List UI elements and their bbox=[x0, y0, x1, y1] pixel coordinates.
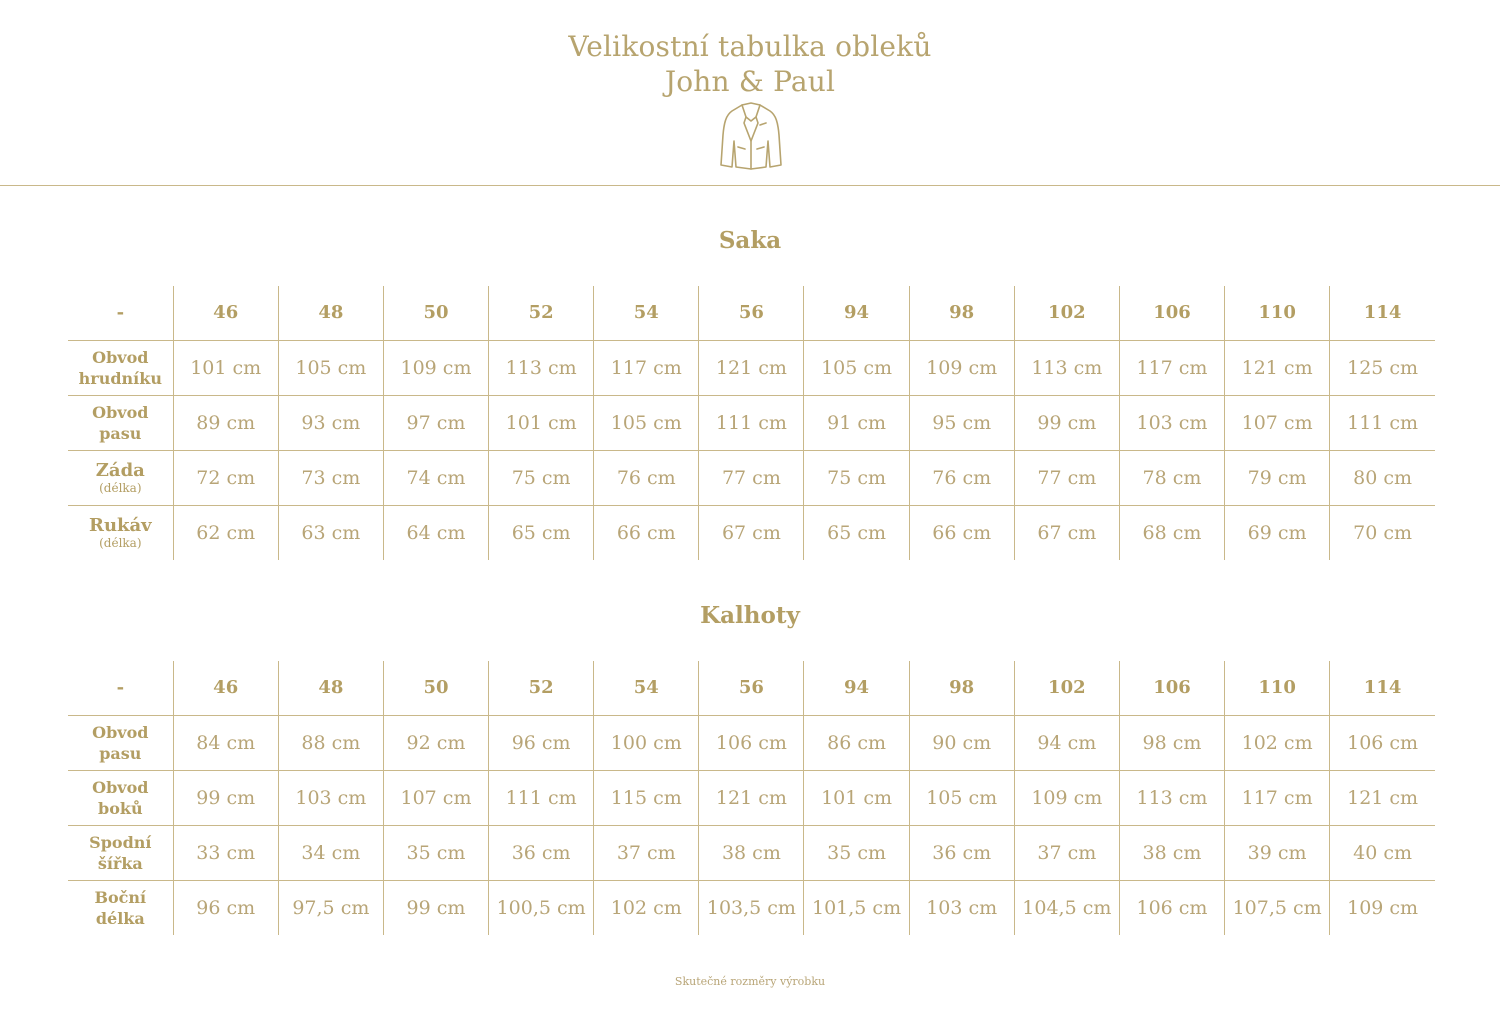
measurement-cell: 102 cm bbox=[1225, 715, 1330, 770]
size-header: 114 bbox=[1330, 661, 1435, 715]
size-header: 106 bbox=[1119, 286, 1224, 340]
measurement-cell: 109 cm bbox=[383, 340, 488, 395]
row-label-line: pasu bbox=[99, 423, 142, 443]
table-row bbox=[68, 880, 1435, 935]
measurement-cell: 78 cm bbox=[1119, 450, 1224, 505]
row-label-line: Obvod bbox=[92, 722, 149, 742]
measurement-cell: 88 cm bbox=[278, 715, 383, 770]
measurement-cell: 99 cm bbox=[383, 880, 488, 935]
size-header: 48 bbox=[278, 286, 383, 340]
measurement-cell: 103,5 cm bbox=[699, 880, 804, 935]
measurement-cell: 93 cm bbox=[278, 395, 383, 450]
row-label bbox=[68, 340, 173, 395]
measurement-cell: 121 cm bbox=[699, 340, 804, 395]
row-label-line: Spodní bbox=[89, 832, 152, 852]
row-label-line: hrudníku bbox=[78, 368, 162, 388]
row-label-line: pasu bbox=[99, 743, 142, 763]
measurement-cell: 109 cm bbox=[909, 340, 1014, 395]
size-header: 46 bbox=[173, 286, 278, 340]
size-header: 54 bbox=[594, 661, 699, 715]
measurement-cell: 74 cm bbox=[383, 450, 488, 505]
measurement-cell: 101 cm bbox=[804, 770, 909, 825]
measurement-cell: 80 cm bbox=[1330, 450, 1435, 505]
measurement-cell: 36 cm bbox=[489, 825, 594, 880]
measurement-cell: 101 cm bbox=[489, 395, 594, 450]
measurement-cell: 109 cm bbox=[1014, 770, 1119, 825]
size-table-kalhoty bbox=[68, 661, 1435, 935]
row-label-line: Záda bbox=[95, 460, 145, 481]
measurement-cell: 97 cm bbox=[383, 395, 488, 450]
measurement-cell: 109 cm bbox=[1330, 880, 1435, 935]
measurement-cell: 68 cm bbox=[1119, 505, 1224, 560]
size-header: 114 bbox=[1330, 286, 1435, 340]
measurement-cell: 117 cm bbox=[1225, 770, 1330, 825]
measurement-cell: 94 cm bbox=[1014, 715, 1119, 770]
measurement-cell: 39 cm bbox=[1225, 825, 1330, 880]
measurement-cell: 37 cm bbox=[594, 825, 699, 880]
measurement-cell: 102 cm bbox=[594, 880, 699, 935]
measurement-cell: 33 cm bbox=[173, 825, 278, 880]
measurement-cell: 91 cm bbox=[804, 395, 909, 450]
measurement-cell: 101 cm bbox=[173, 340, 278, 395]
measurement-cell: 121 cm bbox=[1225, 340, 1330, 395]
measurement-cell: 75 cm bbox=[804, 450, 909, 505]
row-label bbox=[68, 825, 173, 880]
measurement-cell: 66 cm bbox=[594, 505, 699, 560]
measurement-cell: 117 cm bbox=[1119, 340, 1224, 395]
row-label-line: Rukáv bbox=[89, 515, 152, 537]
size-header: 94 bbox=[804, 286, 909, 340]
table-row bbox=[68, 395, 1435, 450]
measurement-cell: 75 cm bbox=[489, 450, 594, 505]
measurement-cell: 99 cm bbox=[1014, 395, 1119, 450]
measurement-cell: 76 cm bbox=[909, 450, 1014, 505]
row-label-note: (délka) bbox=[99, 481, 142, 495]
footer-note: Skutečné rozměry výrobku bbox=[674, 975, 826, 988]
measurement-cell: 99 cm bbox=[173, 770, 278, 825]
measurement-cell: 107 cm bbox=[383, 770, 488, 825]
size-header: 52 bbox=[489, 661, 594, 715]
measurement-cell: 105 cm bbox=[278, 340, 383, 395]
measurement-cell: 105 cm bbox=[804, 340, 909, 395]
measurement-cell: 100 cm bbox=[594, 715, 699, 770]
size-header: 102 bbox=[1014, 286, 1119, 340]
measurement-cell: 70 cm bbox=[1330, 505, 1435, 560]
measurement-cell: 38 cm bbox=[1119, 825, 1224, 880]
measurement-cell: 103 cm bbox=[909, 880, 1014, 935]
row-label bbox=[68, 395, 173, 450]
row-label-line: šířka bbox=[97, 853, 143, 873]
measurement-cell: 92 cm bbox=[383, 715, 488, 770]
measurement-cell: 77 cm bbox=[1014, 450, 1119, 505]
measurement-cell: 35 cm bbox=[804, 825, 909, 880]
measurement-cell: 69 cm bbox=[1225, 505, 1330, 560]
row-label-line: Obvod bbox=[92, 347, 149, 367]
table-row bbox=[68, 505, 1435, 560]
measurement-cell: 62 cm bbox=[173, 505, 278, 560]
measurement-cell: 63 cm bbox=[278, 505, 383, 560]
measurement-cell: 106 cm bbox=[1330, 715, 1435, 770]
table-row bbox=[68, 340, 1435, 395]
measurement-cell: 35 cm bbox=[383, 825, 488, 880]
size-header: 106 bbox=[1119, 661, 1224, 715]
measurement-cell: 106 cm bbox=[1119, 880, 1224, 935]
measurement-cell: 67 cm bbox=[1014, 505, 1119, 560]
measurement-cell: 106 cm bbox=[699, 715, 804, 770]
measurement-cell: 77 cm bbox=[699, 450, 804, 505]
table-row bbox=[68, 825, 1435, 880]
measurement-cell: 65 cm bbox=[489, 505, 594, 560]
measurement-cell: 103 cm bbox=[1119, 395, 1224, 450]
measurement-cell: 96 cm bbox=[173, 880, 278, 935]
table-row bbox=[68, 715, 1435, 770]
size-table-saka bbox=[68, 286, 1435, 560]
measurement-cell: 98 cm bbox=[1119, 715, 1224, 770]
size-header: 102 bbox=[1014, 661, 1119, 715]
measurement-cell: 97,5 cm bbox=[278, 880, 383, 935]
corner-cell: - bbox=[68, 661, 173, 715]
size-header: 54 bbox=[594, 286, 699, 340]
measurement-cell: 65 cm bbox=[804, 505, 909, 560]
size-header: 50 bbox=[383, 661, 488, 715]
measurement-cell: 121 cm bbox=[699, 770, 804, 825]
size-header: 48 bbox=[278, 661, 383, 715]
row-label-line: Obvod bbox=[92, 402, 149, 422]
measurement-cell: 37 cm bbox=[1014, 825, 1119, 880]
measurement-cell: 111 cm bbox=[489, 770, 594, 825]
measurement-cell: 113 cm bbox=[489, 340, 594, 395]
measurement-cell: 73 cm bbox=[278, 450, 383, 505]
measurement-cell: 34 cm bbox=[278, 825, 383, 880]
size-header: 94 bbox=[804, 661, 909, 715]
measurement-cell: 72 cm bbox=[173, 450, 278, 505]
corner-cell: - bbox=[68, 286, 173, 340]
measurement-cell: 105 cm bbox=[594, 395, 699, 450]
measurement-cell: 36 cm bbox=[909, 825, 1014, 880]
size-header: 56 bbox=[699, 286, 804, 340]
row-label bbox=[68, 505, 173, 560]
measurement-cell: 64 cm bbox=[383, 505, 488, 560]
measurement-cell: 107 cm bbox=[1225, 395, 1330, 450]
measurement-cell: 115 cm bbox=[594, 770, 699, 825]
measurement-cell: 38 cm bbox=[699, 825, 804, 880]
measurement-cell: 100,5 cm bbox=[489, 880, 594, 935]
measurement-cell: 125 cm bbox=[1330, 340, 1435, 395]
measurement-cell: 101,5 cm bbox=[804, 880, 909, 935]
measurement-cell: 90 cm bbox=[909, 715, 1014, 770]
section-title-saka: Saka bbox=[718, 227, 782, 254]
row-label-note: (délka) bbox=[99, 536, 142, 551]
measurement-cell: 96 cm bbox=[489, 715, 594, 770]
measurement-cell: 121 cm bbox=[1330, 770, 1435, 825]
measurement-cell: 117 cm bbox=[594, 340, 699, 395]
jacket-icon bbox=[718, 101, 784, 171]
measurement-cell: 67 cm bbox=[699, 505, 804, 560]
measurement-cell: 113 cm bbox=[1119, 770, 1224, 825]
size-header: 98 bbox=[909, 661, 1014, 715]
page-title: Velikostní tabulka obleků bbox=[568, 30, 932, 63]
row-label bbox=[68, 880, 173, 935]
table-header-row bbox=[68, 286, 1435, 340]
measurement-cell: 79 cm bbox=[1225, 450, 1330, 505]
measurement-cell: 86 cm bbox=[804, 715, 909, 770]
table-header-row bbox=[68, 661, 1435, 715]
table-row bbox=[68, 450, 1435, 505]
measurement-cell: 103 cm bbox=[278, 770, 383, 825]
table-row bbox=[68, 770, 1435, 825]
size-header: 52 bbox=[489, 286, 594, 340]
measurement-cell: 84 cm bbox=[173, 715, 278, 770]
size-header: 98 bbox=[909, 286, 1014, 340]
section-title-kalhoty: Kalhoty bbox=[700, 602, 800, 629]
size-header: 50 bbox=[383, 286, 488, 340]
row-label-line: boků bbox=[98, 798, 143, 818]
brand-name: John & Paul bbox=[664, 65, 836, 98]
measurement-cell: 107,5 cm bbox=[1225, 880, 1330, 935]
measurement-cell: 111 cm bbox=[1330, 395, 1435, 450]
measurement-cell: 111 cm bbox=[699, 395, 804, 450]
measurement-cell: 104,5 cm bbox=[1014, 880, 1119, 935]
page-header bbox=[0, 0, 1500, 186]
row-label bbox=[68, 770, 173, 825]
size-header: 110 bbox=[1225, 661, 1330, 715]
row-label bbox=[68, 715, 173, 770]
row-label-line: Obvod bbox=[92, 777, 149, 797]
measurement-cell: 105 cm bbox=[909, 770, 1014, 825]
row-label bbox=[68, 450, 173, 505]
measurement-cell: 66 cm bbox=[909, 505, 1014, 560]
measurement-cell: 89 cm bbox=[173, 395, 278, 450]
row-label-line: Boční bbox=[94, 887, 147, 907]
size-header: 46 bbox=[173, 661, 278, 715]
measurement-cell: 113 cm bbox=[1014, 340, 1119, 395]
size-header: 110 bbox=[1225, 286, 1330, 340]
row-label-line: délka bbox=[95, 908, 145, 928]
measurement-cell: 40 cm bbox=[1330, 825, 1435, 880]
size-header: 56 bbox=[699, 661, 804, 715]
measurement-cell: 95 cm bbox=[909, 395, 1014, 450]
measurement-cell: 76 cm bbox=[594, 450, 699, 505]
